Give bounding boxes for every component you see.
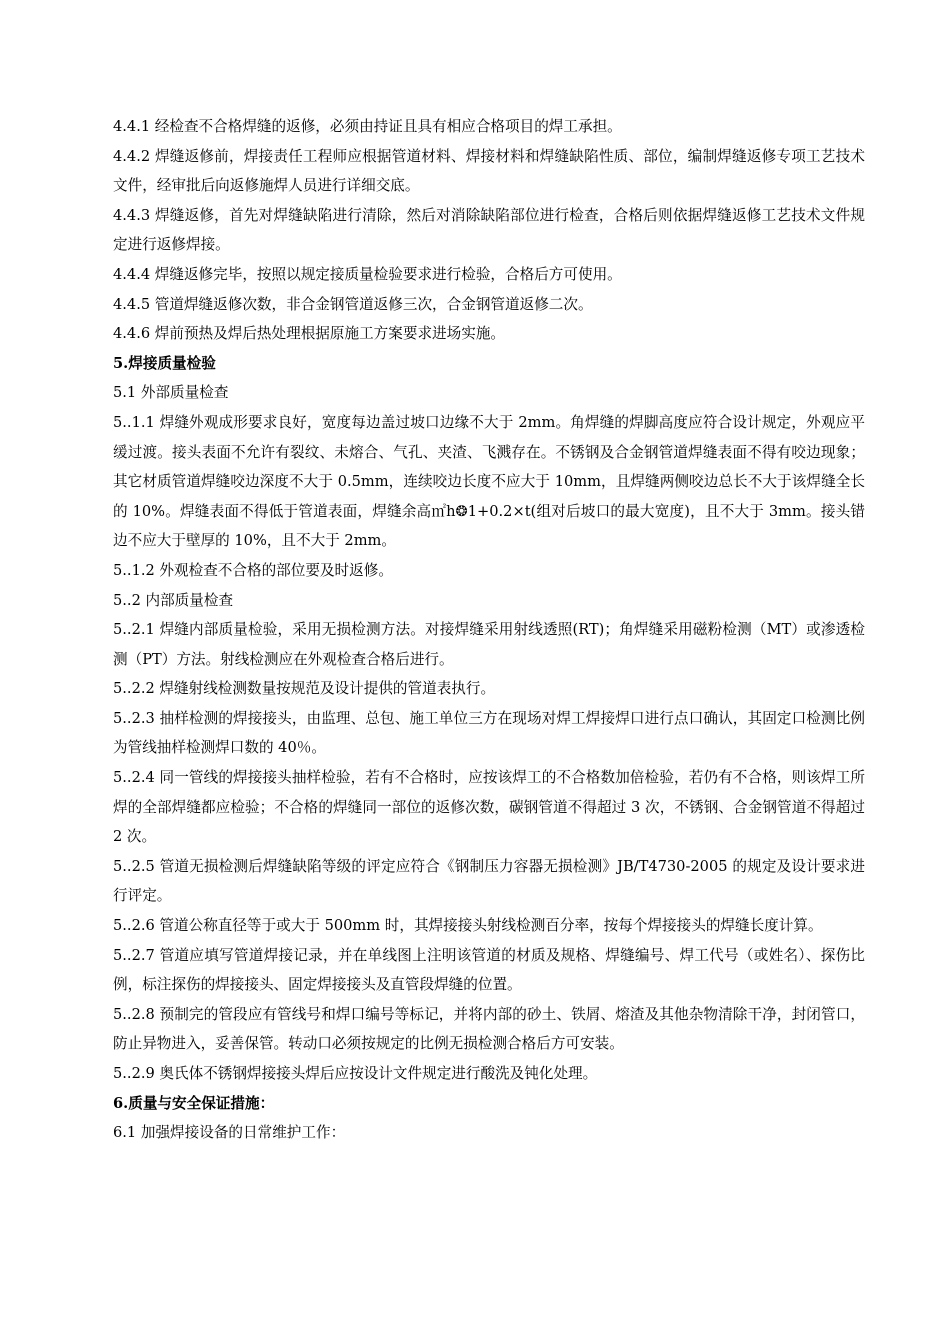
paragraph-5-2-3: 5..2.3 抽样检测的焊接接头，由监理、总包、施工单位三方在现场对焊工焊接焊口进行点口确认，其固定口检测比例为管线抽样检测焊口数的 40％。 <box>113 709 865 757</box>
paragraph-5-2-7: 5..2.7 管道应填写管道焊接记录，并在单线图上注明该管道的材质及规格、焊缝编号、焊工代号（或姓名）、探伤比例，标注探伤的焊接接头、固定焊接接头及直管段焊缝的位置。 <box>113 946 865 994</box>
paragraph-5-2-5: 5..2.5 管道无损检测后焊缝缺陷等级的评定应符合《钢制压力容器无损检测》JB/T4730-2005 的规定及设计要求进行评定。 <box>113 857 865 905</box>
paragraph-5-1-1: 5..1.1 焊缝外观成形要求良好，宽度每边盖过坡口边缘不大于 2mm。角焊缝的焊脚高度应符合设计规定，外观应平缓过渡。接头表面不允许有裂纹、未熔合、气孔、夹渣、飞溅存在。不锈钢及合金钢管道焊缝表面不得有咬边现象；其它材质管道焊缝咬边深度不大于 0.5mm，连续咬边长度不应大于 10mm，且焊缝两侧咬边总长不大于该焊缝全长的 10%。焊缝表面不得低于管道表面，焊缝余高㎡h❂1+0.2×t(组对后坡口的最大宽度)，且不大于 3mm。接头错边不应大于壁厚的 10%，且不大于 2mm。 <box>113 413 865 550</box>
paragraph-5-2-2: 5..2.2 焊缝射线检测数量按规范及设计提供的管道表执行。 <box>113 680 496 698</box>
section-heading-6: 6.质量与安全保证措施： <box>113 1094 275 1112</box>
paragraph-5-1-2: 5..1.2 外观检查不合格的部位要及时返修。 <box>113 561 393 579</box>
paragraph-5-2-9: 5..2.9 奥氏体不锈钢焊接接头焊后应按设计文件规定进行酸洗及钝化处理。 <box>113 1065 598 1082</box>
paragraph-4-4-3: 4.4.3 焊缝返修，首先对焊缝缺陷进行清除，然后对消除缺陷部位进行检查，合格后则依据焊缝返修工艺技术文件规定进行返修焊接。 <box>113 206 865 254</box>
paragraph-4-4-6: 4.4.6 焊前预热及焊后热处理根据原施工方案要求进场实施。 <box>113 325 506 343</box>
paragraph-4-4-5: 4.4.5 管道焊缝返修次数，非合金钢管道返修三次，合金钢管道返修二次。 <box>113 295 593 313</box>
section-heading-5: 5.焊接质量检验 <box>113 354 216 372</box>
paragraph-5-2-4: 5..2.4 同一管线的焊接接头抽样检验，若有不合格时，应按该焊工的不合格数加倍检验，若仍有不合格，则该焊工所焊的全部焊缝都应检验；不合格的焊缝同一部位的返修次数，碳钢管道不得超过 3 次，不锈钢、合金钢管道不得超过 2 次。 <box>113 769 865 846</box>
paragraph-4-4-2: 4.4.2 焊缝返修前，焊接责任工程师应根据管道材料、焊接材料和焊缝缺陷性质、部位，编制焊缝返修专项工艺技术文件，经审批后向返修施焊人员进行详细交底。 <box>113 147 865 195</box>
subsection-6-1: 6.1 加强焊接设备的日常维护工作： <box>113 1124 346 1142</box>
document-page <box>113 112 865 1148</box>
subsection-5-1: 5.1 外部质量检查 <box>113 384 229 402</box>
paragraph-4-4-4: 4.4.4 焊缝返修完毕，按照以规定接质量检验要求进行检验，合格后方可使用。 <box>113 265 622 283</box>
paragraph-4-4-1: 4.4.1 经检查不合格焊缝的返修，必须由持证且具有相应合格项目的焊工承担。 <box>113 118 622 135</box>
paragraph-5-2-6: 5..2.6 管道公称直径等于或大于 500mm 时，其焊接接头射线检测百分率，按每个焊接接头的焊缝长度计算。 <box>113 917 823 935</box>
subsection-5-2: 5..2 内部质量检查 <box>113 591 234 609</box>
paragraph-5-2-1: 5..2.1 焊缝内部质量检验，采用无损检测方法。对接焊缝采用射线透照(RT)；角焊缝采用磁粉检测（MT）或渗透检测（PT）方法。射线检测应在外观检查合格后进行。 <box>113 621 865 668</box>
paragraph-5-2-8: 5..2.8 预制完的管段应有管线号和焊口编号等标记，并将内部的砂土、铁屑、熔渣及其他杂物清除干净，封闭管口，防止异物进入，妥善保管。转动口必须按规定的比例无损检测合格后方可安装。 <box>113 1005 865 1053</box>
